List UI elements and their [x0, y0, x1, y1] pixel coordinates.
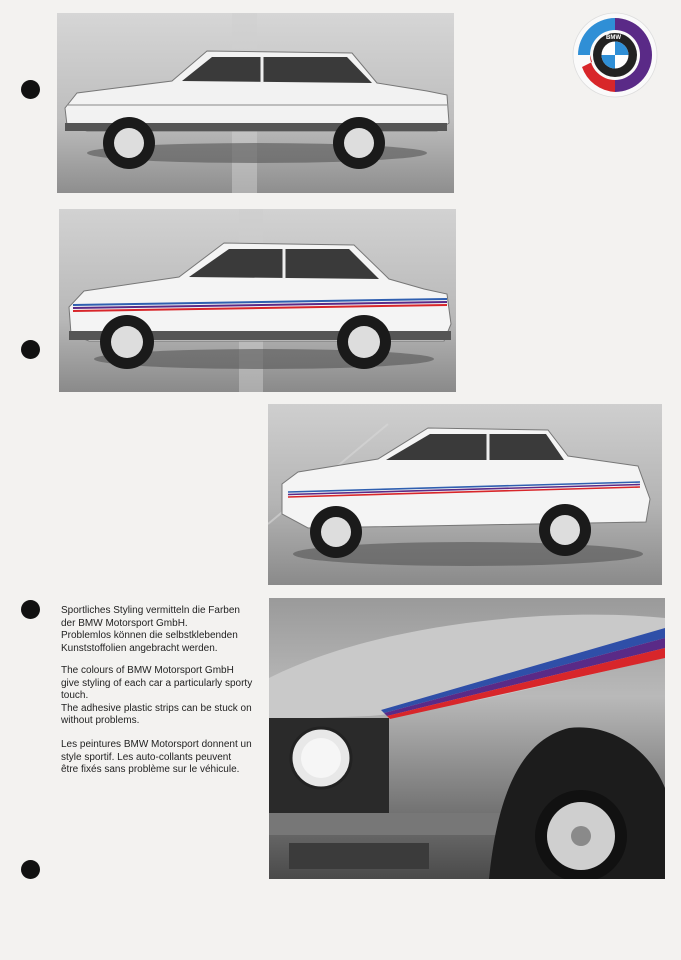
- bmw-e21-coupe-three-quarter-photo: [268, 404, 662, 585]
- description-german: [61, 605, 261, 655]
- description-english: [61, 665, 261, 728]
- text-line: Les peintures BMW Motorsport donnent un: [61, 739, 252, 750]
- text-line: The adhesive plastic strips can be stuck on: [61, 702, 252, 714]
- text-line: Sportliches Styling vermitteln die Farben: [61, 605, 240, 616]
- bmw-e21-sedan-side-photo: [57, 13, 454, 193]
- binder-hole: [21, 340, 40, 359]
- text-line: Kunststoffolien angebracht werden.: [61, 642, 218, 654]
- binder-hole: [21, 80, 40, 99]
- binder-hole: [21, 600, 40, 619]
- text-line: style sportif. Les auto-collants peuvent: [61, 751, 232, 763]
- text-line: der BMW Motorsport GmbH.: [61, 617, 188, 629]
- description-french: [61, 739, 261, 777]
- text-line: without problems.: [61, 715, 140, 727]
- bmw-front-fender-stripe-closeup-photo: [269, 598, 665, 879]
- text-line: give styling of each car a particularly sporty: [61, 677, 253, 689]
- bmw-motorsport-logo: [572, 12, 658, 98]
- logo-letters: BMW: [606, 35, 621, 41]
- text-line: Problemlos können die selbstklebenden: [61, 630, 238, 642]
- text-line: touch.: [61, 690, 89, 702]
- text-line: The colours of BMW Motorsport GmbH: [61, 665, 234, 676]
- text-line: être fixés sans problème sur le véhicule.: [61, 764, 240, 776]
- bmw-e21-coupe-side-stripes-photo: [59, 209, 456, 392]
- binder-hole: [21, 860, 40, 879]
